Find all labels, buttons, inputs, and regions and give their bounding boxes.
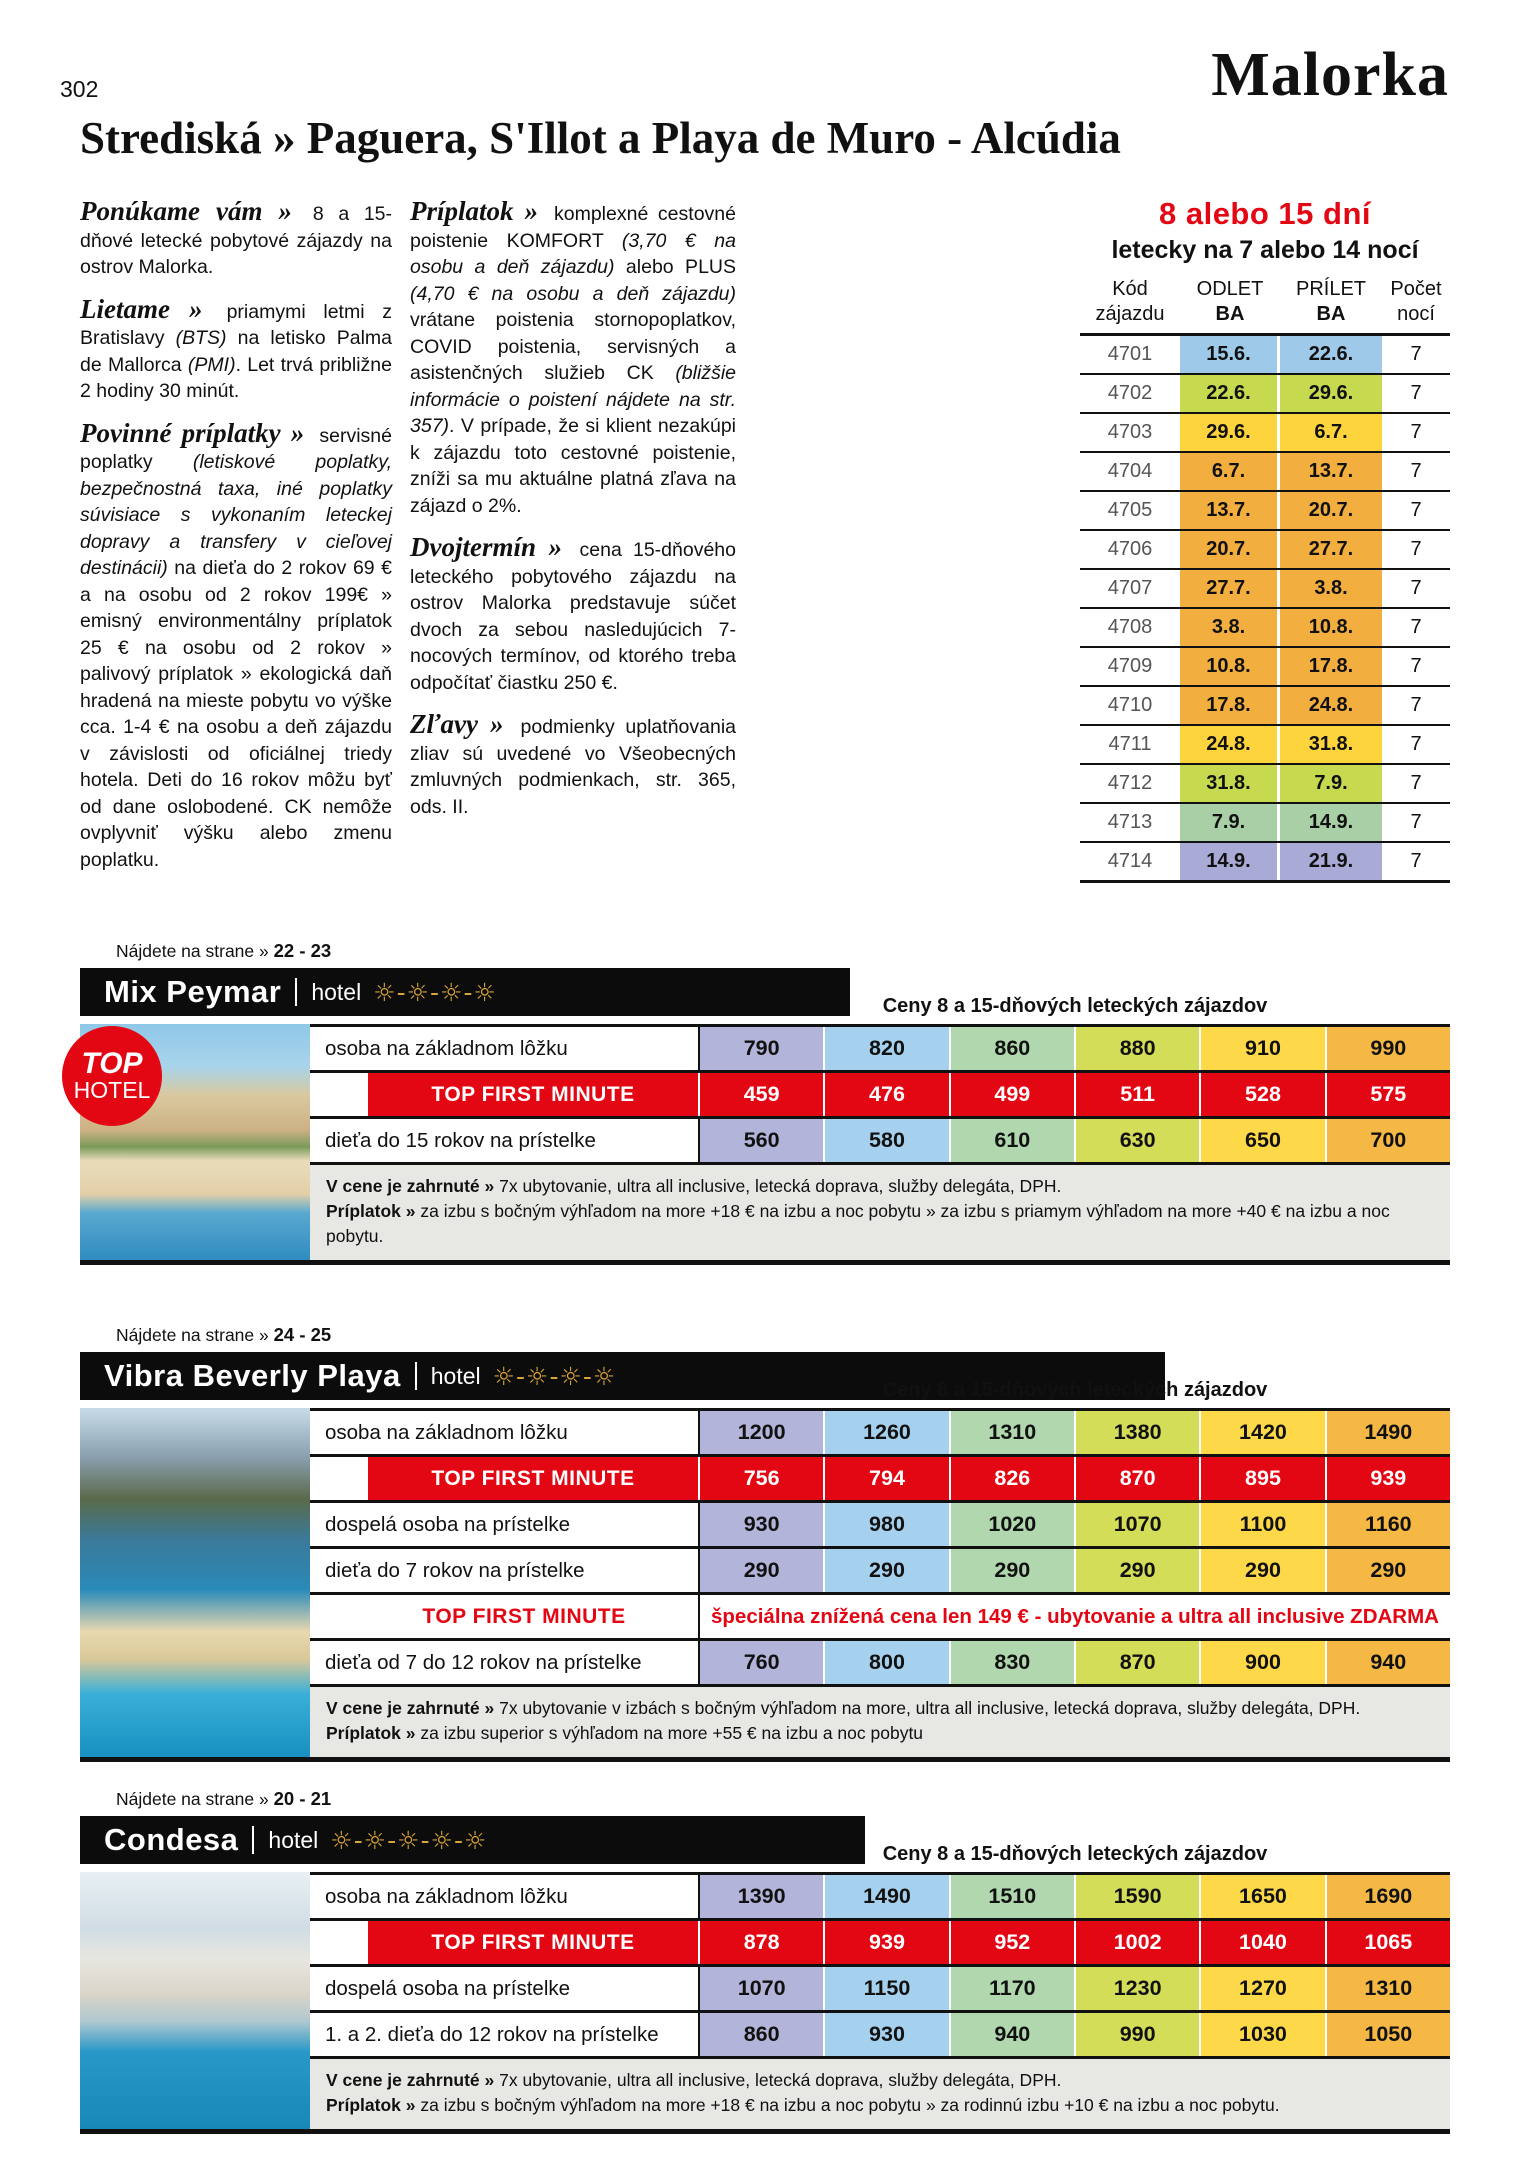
price-cell: 1310 — [1325, 1967, 1450, 2010]
header-line: ODLET — [1196, 278, 1264, 300]
surcharge-label: Príplatok » — [326, 1201, 421, 1221]
paragraph-lead: Povinné príplatky » — [80, 417, 315, 448]
price-cell: 1065 — [1325, 1921, 1450, 1964]
badge-line: TOP — [81, 1047, 143, 1080]
departure-date-cell: 31.8. — [1180, 765, 1280, 802]
tour-code-cell: 4708 — [1107, 616, 1153, 638]
hotel-category-label: hotel — [268, 1826, 319, 1853]
tour-code-cell: 4704 — [1107, 460, 1153, 482]
price-cell: 476 — [823, 1073, 948, 1116]
price-cell: 290 — [700, 1549, 823, 1592]
price-cell: 459 — [700, 1073, 823, 1116]
flight-header-cell — [1280, 277, 1382, 327]
arrival-date-cell: 10.8. — [1280, 609, 1382, 646]
flight-row — [1080, 568, 1450, 607]
price-cell: 990 — [1325, 1027, 1450, 1070]
top-first-minute-row — [310, 1457, 1450, 1503]
flight-row — [1080, 685, 1450, 724]
nights-cell: 7 — [1410, 694, 1422, 716]
price-row-label: 1. a 2. dieťa do 12 rokov na prístelke — [310, 2013, 700, 2056]
price-cell: 760 — [700, 1641, 823, 1684]
price-cell: 1260 — [823, 1411, 948, 1454]
price-cell: 880 — [1074, 1027, 1199, 1070]
paragraph-text: (PMI) — [187, 353, 236, 376]
header-line: BA — [1215, 303, 1245, 325]
price-table — [310, 1872, 1450, 2059]
badge-line: HOTEL — [73, 1077, 151, 1103]
prices-table-title: Ceny 8 a 15-dňových leteckých zájazdov — [882, 1379, 1268, 1401]
flight-header-cell — [1382, 277, 1450, 327]
intro-paragraph — [410, 198, 736, 519]
price-row-label: TOP FIRST MINUTE — [310, 1921, 700, 1964]
page-reference — [116, 1788, 1450, 1810]
nights-cell: 7 — [1410, 538, 1422, 560]
arrival-date-cell: 31.8. — [1280, 726, 1382, 763]
special-offer-message: špeciálna znížená cena len 149 € - ubytovanie a ultra all inclusive ZDARMA — [711, 1604, 1439, 1628]
flight-row — [1080, 490, 1450, 529]
nights-cell: 7 — [1410, 343, 1422, 365]
paragraph-text: (BTS) — [175, 327, 227, 349]
price-row — [310, 1411, 1450, 1457]
page-reference-label: Nájdete na strane » — [116, 941, 274, 961]
price-cell: 940 — [1325, 1641, 1450, 1684]
arrival-date-cell: 17.8. — [1280, 648, 1382, 685]
price-cell: 290 — [1074, 1549, 1199, 1592]
price-cell: 1650 — [1199, 1875, 1324, 1918]
page-reference-label: Nájdete na strane » — [116, 1325, 274, 1345]
intro-paragraph — [80, 198, 392, 281]
price-cell: 630 — [1074, 1119, 1199, 1162]
price-cell: 794 — [823, 1457, 948, 1500]
hotel-section — [80, 1324, 1450, 1762]
price-cell: 1070 — [700, 1967, 823, 2010]
flight-row — [1080, 724, 1450, 763]
price-cell: 1040 — [1199, 1921, 1324, 1964]
intro-paragraph — [410, 534, 736, 696]
departure-date-cell: 14.9. — [1180, 843, 1280, 880]
paragraph-text: servisné poplatky — [80, 424, 392, 473]
price-cell: 1170 — [949, 1967, 1074, 2010]
nights-cell: 7 — [1410, 460, 1422, 482]
price-row-label: dieťa od 7 do 12 rokov na prístelke — [310, 1641, 700, 1684]
price-cell: 290 — [1325, 1549, 1450, 1592]
hotel-section — [73, 940, 1450, 1265]
price-row — [310, 1027, 1450, 1073]
price-cell: 990 — [1074, 2013, 1199, 2056]
tour-code-cell: 4705 — [1107, 499, 1153, 521]
surcharge-note — [326, 1199, 1434, 1249]
price-cell: 1590 — [1074, 1875, 1199, 1918]
price-cell: 895 — [1199, 1457, 1324, 1500]
surcharge-text: za izbu superior s výhľadom na more +55 € na izbu a noc pobytu — [420, 1723, 924, 1743]
hotel-photo — [80, 1408, 310, 1757]
price-cell: 1160 — [1325, 1503, 1450, 1546]
paragraph-text: na letisko Palma de Mallorca — [80, 327, 392, 376]
header-line: nocí — [1397, 303, 1435, 325]
top-first-minute-row — [310, 1921, 1450, 1967]
header-line: Počet — [1390, 278, 1442, 300]
header-line: BA — [1316, 303, 1346, 325]
hotel-name: Vibra Beverly Playa — [104, 1358, 401, 1393]
price-cell: 580 — [823, 1119, 948, 1162]
flight-table — [1080, 277, 1450, 883]
price-row — [310, 2013, 1450, 2059]
departure-date-cell: 24.8. — [1180, 726, 1280, 763]
departure-date-cell: 22.6. — [1180, 375, 1280, 412]
tour-code-cell: 4712 — [1107, 772, 1153, 794]
price-cell: 290 — [1199, 1549, 1324, 1592]
page-reference — [116, 940, 1450, 962]
paragraph-lead: Ponúkame vám » — [80, 196, 308, 226]
paragraph-text: podmienky uplatňovania zliav sú uvedené vo Všeobecných zmluvných podmienkach, str. 365, ods. II. — [410, 716, 736, 818]
departure-date-cell: 10.8. — [1180, 648, 1280, 685]
flight-schedule-panel — [1080, 196, 1450, 883]
price-cell: 1200 — [700, 1411, 823, 1454]
departure-date-cell: 20.7. — [1180, 531, 1280, 568]
hotel-header-row — [80, 1816, 1450, 1864]
arrival-date-cell: 6.7. — [1280, 414, 1382, 451]
price-row-label: osoba na základnom lôžku — [310, 1027, 700, 1070]
hotel-category-label: hotel — [311, 978, 362, 1005]
price-cell: 1150 — [823, 1967, 948, 2010]
paragraph-text: (letiskové poplatky, bezpečnostná taxa, iné poplatky súvisiace s vykonaním leteckej dopravy a transfery v cieľovej destinácii) — [80, 451, 392, 579]
included-label: V cene je zahrnuté » — [326, 1698, 500, 1718]
price-row — [310, 1503, 1450, 1549]
flight-row — [1080, 802, 1450, 841]
price-cell: 1030 — [1199, 2013, 1324, 2056]
price-cell: 1510 — [949, 1875, 1074, 1918]
price-cell: 1050 — [1325, 2013, 1450, 2056]
sun-rating-icons: ☼-☼-☼-☼ — [373, 977, 497, 1007]
included-note — [326, 2068, 1434, 2093]
flight-row — [1080, 646, 1450, 685]
page-reference — [116, 1324, 1450, 1346]
price-cell: 870 — [1074, 1457, 1199, 1500]
paragraph-text: komplexné cestovné poistenie KOMFORT — [410, 203, 736, 252]
divider — [252, 1826, 254, 1854]
price-cell: 1390 — [700, 1875, 823, 1918]
page-reference-pages: 22 - 23 — [273, 940, 332, 961]
nights-cell: 7 — [1410, 850, 1422, 872]
divider — [295, 978, 297, 1006]
special-offer-row — [310, 1595, 1450, 1641]
price-row — [310, 1875, 1450, 1921]
intro-paragraph — [80, 417, 392, 874]
price-cell: 756 — [700, 1457, 823, 1500]
price-cell: 930 — [700, 1503, 823, 1546]
nights-cell: 7 — [1410, 616, 1422, 638]
departure-date-cell: 7.9. — [1180, 804, 1280, 841]
paragraph-text: (bližšie informácie o poistení nájdete na str. 357) — [410, 362, 736, 437]
page-reference-label: Nájdete na strane » — [116, 1789, 274, 1809]
price-cell: 1490 — [823, 1875, 948, 1918]
top-hotel-badge — [62, 1026, 162, 1126]
header-line: PRÍLET — [1295, 278, 1367, 300]
header-line: zájazdu — [1095, 303, 1165, 325]
price-cell: 790 — [700, 1027, 823, 1070]
price-cell: 900 — [1199, 1641, 1324, 1684]
tour-code-cell: 4702 — [1107, 382, 1153, 404]
price-cell: 940 — [949, 2013, 1074, 2056]
flight-header-cell — [1080, 277, 1180, 327]
price-row — [310, 1119, 1450, 1165]
paragraph-text: (3,70 € na osobu a deň zájazdu) — [410, 229, 736, 278]
nights-cell: 7 — [1410, 499, 1422, 521]
intro-paragraph — [410, 711, 736, 820]
tour-code-cell: 4713 — [1107, 811, 1153, 833]
price-cell: 860 — [700, 2013, 823, 2056]
flight-row — [1080, 373, 1450, 412]
price-notes — [310, 1687, 1450, 1757]
price-notes — [310, 2059, 1450, 2129]
departure-date-cell: 13.7. — [1180, 492, 1280, 529]
price-row-label: dospelá osoba na prístelke — [310, 1503, 700, 1546]
price-cell: 610 — [949, 1119, 1074, 1162]
paragraph-text: cena 15-dňového leteckého pobytového zájazdu na ostrov Malorka predstavuje súčet dvoch za sebou nasledujúcich 7-nocových termínov, od ktorého treba odpočítať čiastku 250 €. — [410, 539, 736, 694]
price-row-label: TOP FIRST MINUTE — [310, 1073, 700, 1116]
price-cell: 1070 — [1074, 1503, 1199, 1546]
duration-title: 8 alebo 15 dní — [1158, 196, 1371, 231]
divider — [415, 1362, 417, 1390]
included-text: 7x ubytovanie, ultra all inclusive, letecká doprava, služby delegáta, DPH. — [499, 2070, 1062, 2090]
nights-cell: 7 — [1410, 772, 1422, 794]
surcharge-text: za izbu s bočným výhľadom na more +18 € na izbu a noc pobytu » za rodinnú izbu +10 € na izbu a noc pobytu. — [420, 2095, 1280, 2115]
hotel-name: Mix Peymar — [104, 974, 282, 1009]
price-row-label: osoba na základnom lôžku — [310, 1875, 700, 1918]
tour-code-cell: 4711 — [1108, 733, 1152, 755]
price-cell: 499 — [949, 1073, 1074, 1116]
tour-code-cell: 4707 — [1107, 577, 1153, 599]
price-cell: 1420 — [1199, 1411, 1324, 1454]
included-label: V cene je zahrnuté » — [326, 2070, 500, 2090]
price-cell: 860 — [949, 1027, 1074, 1070]
departure-date-cell: 3.8. — [1180, 609, 1280, 646]
flight-table-header — [1080, 277, 1450, 336]
paragraph-text: 8 a 15-dňové letecké pobytové zájazdy na ostrov Malorka. — [80, 203, 392, 278]
price-cell: 1490 — [1325, 1411, 1450, 1454]
flight-row — [1080, 451, 1450, 490]
page-reference-pages: 24 - 25 — [273, 1324, 332, 1345]
included-note — [326, 1174, 1434, 1199]
departure-date-cell: 27.7. — [1180, 570, 1280, 607]
prices-table-title: Ceny 8 a 15-dňových leteckých zájazdov — [882, 1843, 1268, 1865]
price-row — [310, 1641, 1450, 1687]
intro-column-1 — [80, 198, 392, 888]
arrival-date-cell: 24.8. — [1280, 687, 1382, 724]
nights-cell: 7 — [1410, 655, 1422, 677]
page-subtitle: Strediská » Paguera, S'Illot a Playa de Muro - Alcúdia — [80, 113, 1121, 163]
paragraph-lead: Lietame » — [80, 293, 222, 324]
price-row-label: dieťa do 7 rokov na prístelke — [310, 1549, 700, 1592]
price-cell: 560 — [700, 1119, 823, 1162]
arrival-date-cell: 13.7. — [1280, 453, 1382, 490]
price-cell: 930 — [823, 2013, 948, 2056]
price-cell: 980 — [823, 1503, 948, 1546]
surcharge-note — [326, 2093, 1434, 2118]
hotel-section — [80, 1788, 1450, 2134]
price-table — [310, 1024, 1450, 1165]
intro-paragraph — [80, 293, 392, 405]
hotel-price-block — [73, 1024, 1450, 1265]
included-label: V cene je zahrnuté » — [326, 1176, 500, 1196]
flight-row — [1080, 529, 1450, 568]
arrival-date-cell: 14.9. — [1280, 804, 1382, 841]
hotel-price-block — [80, 1872, 1450, 2134]
sun-rating-icons: ☼-☼-☼-☼ — [492, 1361, 617, 1391]
nights-cell: 7 — [1410, 421, 1422, 443]
hotel-header-row — [80, 968, 1450, 1016]
page-reference-pages: 20 - 21 — [273, 1788, 332, 1809]
flight-row — [1080, 412, 1450, 451]
top-first-minute-row — [310, 1073, 1450, 1119]
price-cell: 290 — [823, 1549, 948, 1592]
surcharge-text: za izbu s bočným výhľadom na more +18 € na izbu a noc pobytu » za izbu s priamym výhľadom na more +40 € na izbu a noc pobytu. — [326, 1201, 1390, 1246]
price-cell: 826 — [949, 1457, 1074, 1500]
price-cell: 1310 — [949, 1411, 1074, 1454]
price-cell: 528 — [1199, 1073, 1324, 1116]
hotel-price-block — [80, 1408, 1450, 1762]
duration-subtitle: letecky na 7 alebo 14 nocí — [1111, 236, 1419, 264]
price-cell: 878 — [700, 1921, 823, 1964]
departure-date-cell: 15.6. — [1180, 336, 1280, 373]
included-note — [326, 1696, 1434, 1721]
flight-row — [1080, 336, 1450, 373]
price-cell: 952 — [949, 1921, 1074, 1964]
region-title: Malorka — [1211, 41, 1449, 109]
flight-header-cell — [1180, 277, 1280, 327]
price-cell: 1020 — [949, 1503, 1074, 1546]
hotel-photo — [80, 1872, 310, 2129]
tour-code-cell: 4714 — [1107, 850, 1153, 872]
price-cell: 939 — [1325, 1457, 1450, 1500]
flight-row — [1080, 841, 1450, 880]
price-row-label: TOP FIRST MINUTE — [310, 1595, 700, 1638]
tour-code-cell: 4706 — [1107, 538, 1153, 560]
price-cell: 1100 — [1199, 1503, 1324, 1546]
hotel-category-label: hotel — [430, 1362, 481, 1389]
price-cell: 870 — [1074, 1641, 1199, 1684]
paragraph-text: (4,70 € na osobu a deň zájazdu) — [410, 282, 736, 305]
paragraph-text: . V prípade, že si klient nezakúpi k zájazdu toto cestovné poistenie, zníži sa mu aktuálne platná zľava na zájazd o 2%. — [410, 415, 736, 517]
price-row-label: dospelá osoba na prístelke — [310, 1967, 700, 2010]
price-row — [310, 1967, 1450, 2013]
price-cell: 800 — [823, 1641, 948, 1684]
departure-date-cell: 6.7. — [1180, 453, 1280, 490]
arrival-date-cell: 3.8. — [1280, 570, 1382, 607]
arrival-date-cell: 7.9. — [1280, 765, 1382, 802]
hotel-header-row — [80, 1352, 1450, 1400]
arrival-date-cell: 27.7. — [1280, 531, 1382, 568]
price-cell: 575 — [1325, 1073, 1450, 1116]
tour-code-cell: 4703 — [1107, 421, 1153, 443]
header-line: Kód — [1112, 278, 1148, 300]
nights-cell: 7 — [1410, 577, 1422, 599]
hotel-name: Condesa — [104, 1822, 239, 1857]
price-cell: 1380 — [1074, 1411, 1199, 1454]
arrival-date-cell: 29.6. — [1280, 375, 1382, 412]
surcharge-label: Príplatok » — [326, 1723, 421, 1743]
surcharge-label: Príplatok » — [326, 2095, 421, 2115]
price-cell: 1690 — [1325, 1875, 1450, 1918]
departure-date-cell: 29.6. — [1180, 414, 1280, 451]
included-text: 7x ubytovanie v izbách s bočným výhľadom na more, ultra all inclusive, letecká doprava, služby delegáta, DPH. — [499, 1698, 1361, 1718]
arrival-date-cell: 22.6. — [1280, 336, 1382, 373]
departure-date-cell: 17.8. — [1180, 687, 1280, 724]
price-table — [310, 1408, 1450, 1687]
price-cell: 820 — [823, 1027, 948, 1070]
prices-table-title: Ceny 8 a 15-dňových leteckých zájazdov — [882, 995, 1268, 1017]
paragraph-text: alebo PLUS — [614, 256, 737, 278]
paragraph-text: na dieťa do 2 rokov 69 € a na osobu od 2 rokov 199€ » emisný environmentálny príplatok 25 € na osobu od 2 rokov » palivový príplatok » ekologická daň hradená na mieste pobytu vo výške cca. 1-4 € na osobu a deň zájazdu v závislosti od oficiálnej triedy hotela. Deti do 16 rokov môžu byť od dane oslobodené. CK nemôže ovplyvniť výšku alebo zmenu poplatku. — [80, 557, 392, 871]
price-cell: 939 — [823, 1921, 948, 1964]
price-cell: 700 — [1325, 1119, 1450, 1162]
flight-row — [1080, 607, 1450, 646]
paragraph-lead: Zľavy » — [410, 709, 516, 739]
tour-code-cell: 4709 — [1107, 655, 1153, 677]
price-row-label: osoba na základnom lôžku — [310, 1411, 700, 1454]
nights-cell: 7 — [1410, 382, 1422, 404]
nights-cell: 7 — [1410, 733, 1422, 755]
price-cell: 1002 — [1074, 1921, 1199, 1964]
price-cell: 830 — [949, 1641, 1074, 1684]
surcharge-note — [326, 1721, 1434, 1746]
price-row-label: TOP FIRST MINUTE — [310, 1457, 700, 1500]
price-cell: 910 — [1199, 1027, 1324, 1070]
paragraph-text: priamymi letmi z Bratislavy — [80, 300, 392, 349]
paragraph-lead: Dvojtermín » — [410, 532, 575, 562]
price-cell: 650 — [1199, 1119, 1324, 1162]
price-notes — [310, 1165, 1450, 1260]
paragraph-text: . Let trvá približne 2 hodiny 30 minút. — [80, 353, 392, 402]
price-cell: 1270 — [1199, 1967, 1324, 2010]
price-cell: 290 — [949, 1549, 1074, 1592]
paragraph-text: vrátane poistenia stornopoplatkov, COVID poistenia, servisných a asistenčných služieb CK — [410, 309, 736, 384]
intro-column-2 — [410, 198, 736, 835]
price-row — [310, 1549, 1450, 1595]
price-row-label: dieťa do 15 rokov na prístelke — [310, 1119, 700, 1162]
page-number: 302 — [60, 76, 99, 102]
sun-rating-icons: ☼-☼-☼-☼-☼ — [330, 1825, 488, 1855]
paragraph-lead: Príplatok » — [410, 196, 549, 226]
included-text: 7x ubytovanie, ultra all inclusive, letecká doprava, služby delegáta, DPH. — [499, 1176, 1062, 1196]
price-cell: 511 — [1074, 1073, 1199, 1116]
arrival-date-cell: 21.9. — [1280, 843, 1382, 880]
arrival-date-cell: 20.7. — [1280, 492, 1382, 529]
tour-code-cell: 4710 — [1107, 694, 1153, 716]
nights-cell: 7 — [1410, 811, 1422, 833]
price-cell: 1230 — [1074, 1967, 1199, 2010]
tour-code-cell: 4701 — [1107, 343, 1153, 365]
flight-row — [1080, 763, 1450, 802]
